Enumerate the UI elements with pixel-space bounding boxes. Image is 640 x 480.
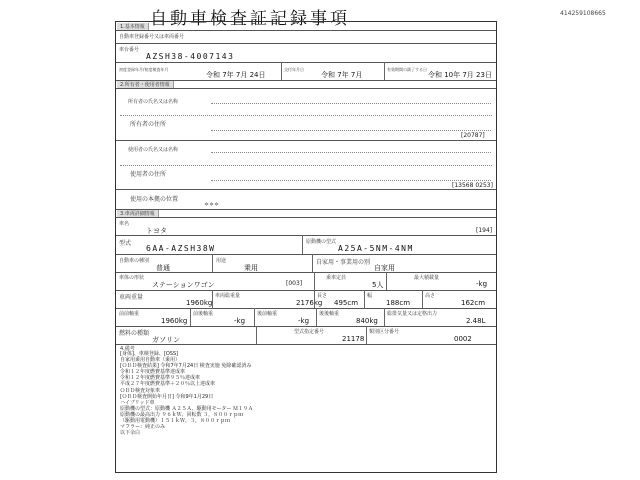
user-code: [13568 0253] bbox=[452, 182, 493, 189]
base-location-label: 使用の本拠の位置 bbox=[130, 196, 179, 203]
remarks-line: [身体]、車検登録、[OSS] bbox=[120, 351, 179, 357]
remarks-line: [ＯＢＤ検査結果] 令和7年7月24日 検査実施 免除確認済み bbox=[120, 363, 252, 370]
type-designation-label: 型式指定番号 bbox=[294, 329, 325, 335]
remarks-line: 以下余白 bbox=[120, 430, 141, 437]
max-load-label: 最大積載量 bbox=[414, 275, 440, 281]
rear-rear-axle-label: 後後軸重 bbox=[319, 311, 340, 317]
owner-code: [20787] bbox=[461, 132, 485, 139]
vehicle-weight-label: 車両重量 bbox=[119, 294, 144, 301]
inspection-record-form bbox=[115, 21, 497, 473]
remarks-line: ＯＢＤ検査対象車 bbox=[120, 387, 161, 394]
body-shape-value: ステーションワゴン bbox=[152, 281, 215, 289]
remarks-line: 原動機の最高出力 ９６ｋＷ、回転数 ３，８００ｒｐｍ bbox=[120, 411, 244, 418]
front-rear-axle-value: -kg bbox=[234, 317, 246, 325]
rear-rear-axle-value: 840kg bbox=[356, 317, 378, 325]
remarks-line: 令和１２年度燃費基準９５％達成車 bbox=[120, 375, 201, 382]
gross-weight-value: 2176kg bbox=[296, 299, 323, 307]
expiry-date-label: 有効期間の満了する日 bbox=[387, 67, 427, 72]
document-title: 自動車検査証記録事項 bbox=[150, 9, 350, 29]
remarks-line: [ＯＢＤ検査開始年月日] 令和9年1月29日 bbox=[120, 393, 214, 400]
section-remarks: 4.備考 bbox=[120, 346, 135, 352]
rear-front-axle-label: 後前軸重 bbox=[257, 311, 278, 317]
remarks-line: （駆動用電動機）１５１ｋＷ、３，８００ｒｐｍ bbox=[120, 418, 231, 425]
height-value: 162cm bbox=[461, 299, 486, 307]
remarks-line: 原動機の型式：原動機 Ａ２５Ａ、駆動用モーター Ｍ１９Ａ bbox=[120, 405, 253, 412]
engine-model-label: 原動機の型式 bbox=[306, 239, 337, 245]
type-designation-value: 21178 bbox=[342, 335, 365, 343]
capacity-label: 乗車定員 bbox=[326, 275, 347, 281]
owner-name-label: 所有者の氏名又は名称 bbox=[128, 99, 179, 105]
vehicle-kind-label: 自動車の種別 bbox=[119, 258, 150, 264]
length-label: 長さ bbox=[317, 293, 328, 299]
remarks-line: マフラー：純正のみ bbox=[120, 424, 166, 431]
front-rear-axle-label: 前後軸重 bbox=[193, 311, 214, 317]
model-label: 型式 bbox=[119, 240, 132, 247]
remarks-block bbox=[120, 351, 253, 436]
expiry-date-value: 令和 10年 7月 23日 bbox=[428, 71, 492, 79]
front-front-axle-label: 前前軸重 bbox=[119, 311, 140, 317]
owner-address-label: 所有者の住所 bbox=[130, 121, 167, 128]
displacement-value: 2.48L bbox=[466, 317, 486, 325]
class-number-label: 類別区分番号 bbox=[369, 329, 400, 335]
fuel-type-value: ガソリン bbox=[152, 336, 180, 344]
body-shape-code: [003] bbox=[286, 280, 303, 287]
vehicle-kind-value: 普通 bbox=[156, 264, 170, 272]
user-address-label: 使用者の住所 bbox=[130, 171, 167, 178]
front-front-axle-value: 1960kg bbox=[161, 317, 188, 325]
base-location-value: ＊＊＊ bbox=[204, 202, 220, 208]
chassis-number-value: AZSH38-4007143 bbox=[146, 52, 235, 61]
height-label: 高さ bbox=[425, 293, 436, 299]
model-value: 6AA-AZSH38W bbox=[146, 244, 216, 253]
class-number-value: 0002 bbox=[454, 335, 472, 343]
first-registration-value: 令和 7年 7月 24日 bbox=[206, 71, 266, 79]
private-commercial-value: 自家用 bbox=[374, 264, 395, 272]
width-label: 幅 bbox=[367, 293, 373, 299]
make-value: トヨタ bbox=[146, 227, 167, 235]
issue-date-label: 交付年月日 bbox=[284, 67, 304, 72]
make-code: [194] bbox=[476, 227, 493, 234]
engine-model-value: A25A-5NM-4NM bbox=[338, 244, 414, 253]
document-number: 414259108665 bbox=[560, 10, 606, 17]
make-label: 車名 bbox=[119, 221, 130, 227]
displacement-label: 総排気量又は定格出力 bbox=[387, 311, 438, 317]
remarks-line: 平成２７年度燃費基準＋２０％以上達成車 bbox=[120, 381, 216, 388]
section-owner-user: 2.所有者・使用者情報 bbox=[117, 81, 174, 88]
capacity-value: 5人 bbox=[372, 281, 384, 289]
remarks-line: 令和１２年度燃費基準達成車 bbox=[120, 369, 186, 376]
section-vehicle-details: 3.車両詳細情報 bbox=[117, 210, 159, 217]
use-value: 乗用 bbox=[244, 264, 258, 272]
remarks-line: ハイブリッド車 bbox=[120, 399, 155, 406]
length-value: 495cm bbox=[334, 299, 359, 307]
user-name-label: 使用者の氏名又は名称 bbox=[128, 147, 179, 153]
vehicle-weight-value: 1960kg bbox=[186, 299, 213, 307]
issue-date-value: 令和 7年 7月 bbox=[321, 71, 363, 79]
section-basic-info: 1.基本情報 bbox=[117, 23, 149, 30]
chassis-number-label: 車台番号 bbox=[119, 47, 140, 53]
fuel-type-label: 燃料の種類 bbox=[119, 330, 150, 337]
body-shape-label: 車体の形状 bbox=[119, 275, 145, 281]
private-commercial-label: 自家用・事業用の別 bbox=[316, 259, 371, 266]
first-registration-label: 初度登録年月/初度検査年月 bbox=[119, 67, 169, 72]
registration-number-label: 自動車登録番号又は車両番号 bbox=[119, 34, 185, 40]
use-label: 用途 bbox=[216, 258, 227, 264]
remarks-line: 自家用乗用自動車（乗用） bbox=[120, 357, 181, 364]
max-load-value: -kg bbox=[476, 280, 488, 288]
width-value: 188cm bbox=[386, 299, 411, 307]
gross-weight-label: 車両総重量 bbox=[215, 293, 241, 299]
rear-front-axle-value: -kg bbox=[298, 317, 310, 325]
